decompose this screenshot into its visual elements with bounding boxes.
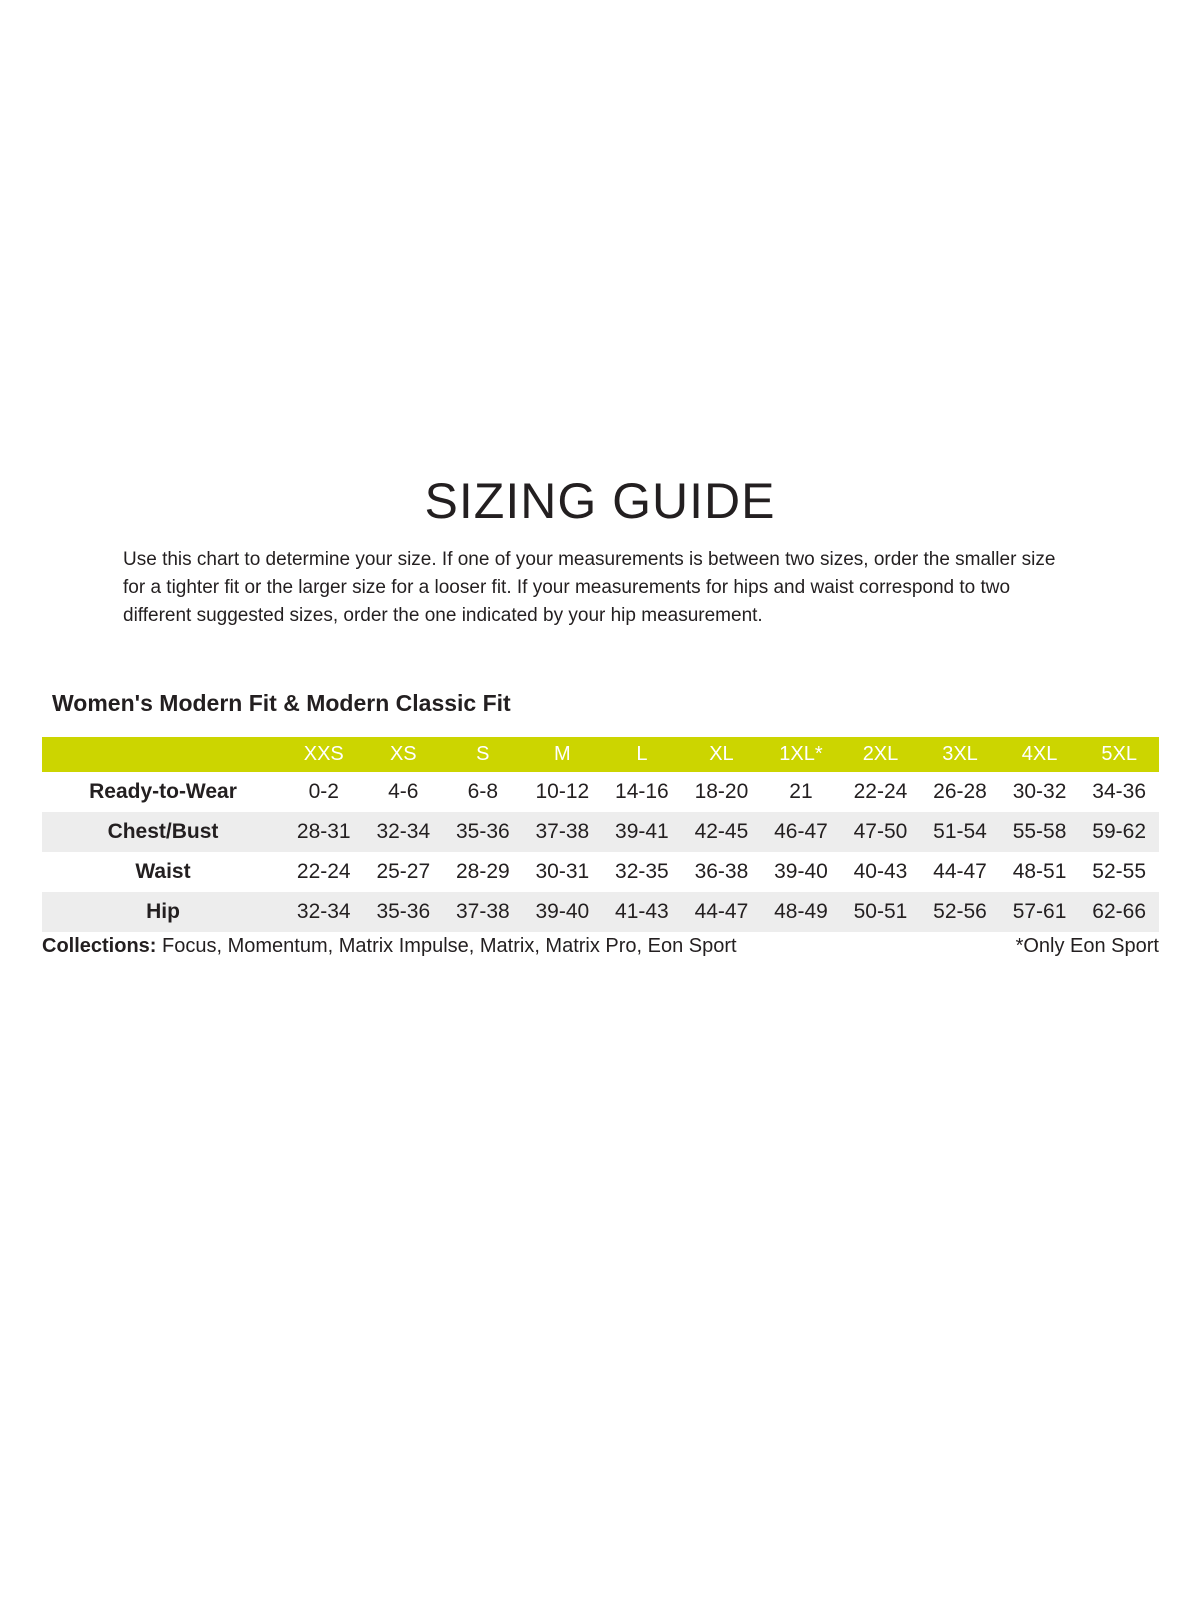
size-column-header: 3XL: [942, 743, 978, 765]
size-cell: 30-32: [1012, 780, 1067, 803]
size-column-header: XXS: [303, 743, 344, 765]
size-cell: 35-36: [455, 820, 510, 843]
row-label: Ready-to-Wear: [89, 780, 237, 803]
sizing-table: [42, 737, 1159, 932]
size-cell: 52-56: [933, 900, 987, 923]
size-cell: 10-12: [535, 780, 590, 803]
size-cell: 32-34: [376, 820, 431, 843]
page-title: SIZING GUIDE: [424, 473, 776, 529]
size-cell: 30-31: [535, 860, 590, 883]
footnote: *Only Eon Sport: [1015, 935, 1159, 957]
size-cell: 22-24: [853, 780, 908, 803]
size-column-header: XS: [389, 743, 417, 765]
row-label: Chest/Bust: [107, 820, 219, 843]
section-heading: Women's Modern Fit & Modern Classic Fit: [52, 690, 511, 716]
size-cell: 39-40: [535, 900, 590, 923]
size-cell: 39-40: [774, 860, 828, 883]
size-column-header: L: [636, 743, 648, 765]
size-cell: 44-47: [933, 860, 987, 883]
size-cell: 28-31: [296, 820, 351, 843]
size-cell: 42-45: [694, 820, 749, 843]
size-cell: 59-62: [1092, 820, 1147, 843]
collections-list: Focus, Momentum, Matrix Impulse, Matrix, Matrix Pro, Eon Sport: [156, 935, 737, 957]
table-row: [42, 852, 1159, 892]
sizing-table-head: [42, 737, 1159, 772]
size-cell: 4-6: [388, 780, 419, 803]
size-column-header: 5XL: [1101, 743, 1137, 765]
size-header-row: [42, 737, 1159, 772]
size-column-header: 1XL*: [779, 743, 823, 765]
size-cell: 14-16: [615, 780, 669, 803]
size-cell: 39-41: [615, 820, 669, 843]
row-label: Hip: [146, 900, 180, 923]
row-label: Waist: [135, 860, 191, 883]
size-cell: 21: [789, 780, 813, 803]
size-cell: 22-24: [296, 860, 351, 883]
size-cell: 48-51: [1012, 860, 1067, 883]
table-row: [42, 812, 1159, 852]
size-cell: 51-54: [933, 820, 987, 843]
intro-paragraph: Use this chart to determine your size. If one of your measurements is between two sizes, order the smaller size for a tighter fit or the larger size for a looser fit. If your measurements for hips and waist correspond to two different suggested sizes, order the one indicated by your hip measurement.: [123, 549, 1056, 626]
size-cell: 40-43: [853, 860, 908, 883]
collections-line: [42, 935, 737, 958]
table-row: [42, 892, 1159, 932]
size-column-header: 2XL: [862, 743, 899, 765]
size-cell: 37-38: [535, 820, 590, 843]
size-column-header: XL: [709, 743, 734, 765]
size-cell: 0-2: [308, 780, 339, 803]
size-cell: 57-61: [1012, 900, 1067, 923]
size-cell: 25-27: [376, 860, 431, 883]
sizing-table-body: [42, 772, 1159, 932]
size-cell: 50-51: [853, 900, 908, 923]
size-cell: 62-66: [1092, 900, 1147, 923]
size-cell: 34-36: [1092, 780, 1147, 803]
collections-label: Collections:: [42, 935, 157, 957]
size-cell: 44-47: [694, 900, 749, 923]
size-cell: 41-43: [615, 900, 669, 923]
size-cell: 37-38: [455, 900, 510, 923]
table-row: [42, 772, 1159, 812]
size-cell: 18-20: [694, 780, 749, 803]
size-cell: 48-49: [774, 900, 828, 923]
size-cell: 52-55: [1092, 860, 1147, 883]
size-cell: 32-34: [296, 900, 351, 923]
table-footer: [42, 935, 1159, 958]
size-cell: 35-36: [376, 900, 431, 923]
size-cell: 32-35: [615, 860, 669, 883]
table-corner-cell: [42, 737, 284, 772]
size-cell: 55-58: [1012, 820, 1067, 843]
size-column-header: M: [554, 743, 571, 765]
size-column-header: S: [476, 743, 490, 765]
size-cell: 6-8: [467, 780, 498, 803]
size-cell: 47-50: [853, 820, 908, 843]
size-cell: 26-28: [933, 780, 987, 803]
size-column-header: 4XL: [1021, 743, 1058, 765]
size-cell: 36-38: [694, 860, 749, 883]
size-cell: 46-47: [774, 820, 828, 843]
size-cell: 28-29: [455, 860, 510, 883]
